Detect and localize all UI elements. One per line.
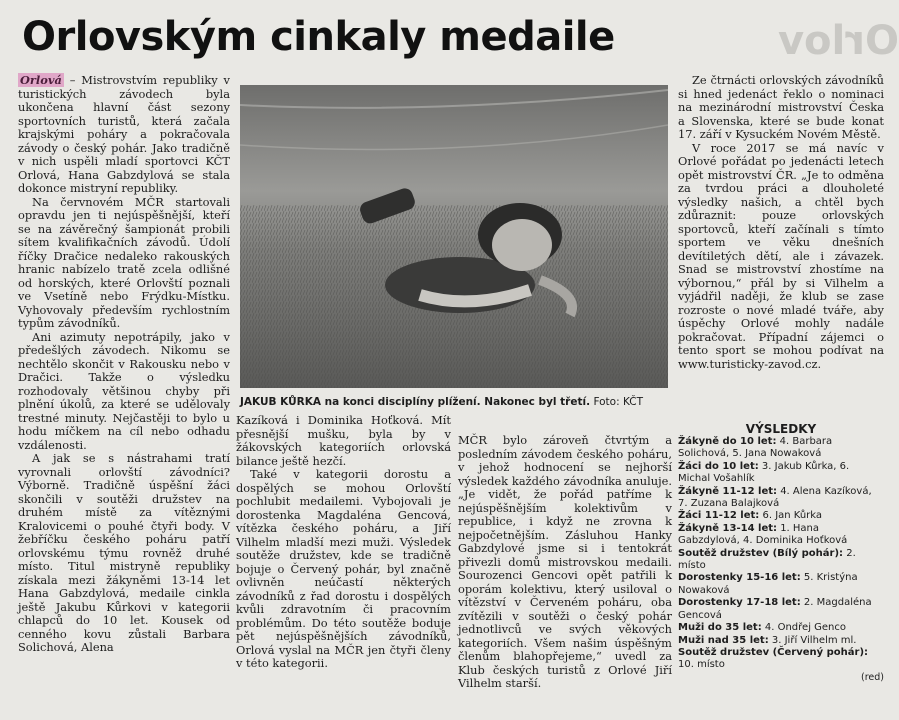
article-photo: [240, 85, 668, 388]
result-row: [678, 436, 884, 461]
result-category: Žáci do 10 let:: [678, 460, 759, 472]
article-column-2: [236, 414, 451, 671]
result-row: [678, 597, 884, 622]
result-row: [678, 486, 884, 511]
result-row: [678, 622, 884, 634]
paragraph: Na červnovém MČR startovali opravdu jen ti nejúspěšnější, kteří se na závěrečný šampionát probili sítem kvalifikačních závodů. Údolí říčky Dračice nedaleko rakouských hranic nabízelo tratě zcela odlišné od horských, které Orlovští poznali ve Vsetíně nebo Frýdku-Místku. Vyhovovaly především rychlostním typům závodníků.: [18, 194, 230, 330]
result-category: Soutěž družstev (Bílý pohár):: [678, 547, 844, 559]
paragraph: Také v kategorii dorostu a dospělých se mohou Orlovští pochlubit medailemi. Vybojovali je dorostenka Magdaléna Gencová, vítězka českého poháru, a Jiří Vilhelm mladší mezi muži. Výsledek soutěže družstev, kde se tradičně bojuje o Červený pohár, byl značně ovlivněn neúčastí některých závodníků z řad dorostu i dospělých kvůli zdravotním či pracovním problémům. Do této soutěže boduje pět nejúspěšnějších závodníků, Orlová vyslal na MČR jen čtyři členy v této kategorii.: [236, 467, 451, 670]
paragraph: Ani azimuty nepotrápily, jako v předešlých závodech. Nikomu se nechtělo skončit v Rakousku nebo v Dračici. Takže o výsledku rozhodovaly většinou chyby při plnění úkolů, za které se udělovaly trestné minuty. Nejčastěji to bylo u hodu míčkem na cíl nebo odhadu vzdálenosti.: [18, 329, 230, 452]
article-column-4: [678, 74, 884, 371]
result-value: 4. Alena Kazíková, 7. Zuzana Balajková: [678, 485, 872, 510]
result-row: [678, 461, 884, 486]
caption-name: JAKUB KŮRKA: [240, 396, 321, 408]
caption-text: na konci disciplíny plížení. Nakonec byl třetí.: [321, 396, 591, 408]
paragraph: MČR bylo zároveň čtvrtým a posledním závodem českého poháru, v jehož hodnocení se nejhorší výsledek každého závodníka anuluje. „Je vidět, že pořád patříme k nejúspěšnějším kolektivům v republice, i když ne zrovna k nejpočetnějším. Zásluhou Hanky Gabzdylové jsme si i tentokrát přivezli domů mistrovskou medaili. Sourozenci Gencovi opět patřili k oporám kolektivu, který usiloval o vítězství v Červeném poháru, oba zvítězili v soutěži o český pohár jednotlivců ve svých věkových kategoriích. Všem našim úspěšným členům blahopřejeme,“ uvedl za Klub českých turistů z Orlové Jiří Vilhelm starší.: [458, 433, 672, 690]
bleed-through-text: Orlov: [778, 18, 899, 64]
result-value: 1. Hana Gabzdylová, 4. Dominika Hoťková: [678, 522, 848, 547]
paragraph: V roce 2017 se má navíc v Orlové pořádat po jedenácti letech opět mistrovství ČR. „Je to odměna za tvrdou práci a dlouholeté výsledky našich, a chtěl bych zdůraznit: pouze orlovských sportovců, kteří začínali s tímto sportem ve věku dnešních devítiletých dětí, ale i závazek. Snad se mistrovství zhostíme na výbornou,“ přál by si Vilhelm a vyjádřil naději, že klub se zase rozroste o nové mladé tváře, aby úspěchy Orlové mohly nadále pokračovat. Případní zájemci o tento sport se mohou podívat na www.turisticky-zavod.cz.: [678, 140, 884, 371]
result-value: 2. Magdaléna Gencová: [678, 597, 872, 621]
result-row: [678, 510, 884, 522]
result-value: 4. Barbara Solichová, 5. Jana Nowaková: [678, 436, 833, 460]
result-row: [678, 647, 884, 672]
author-signature: (red): [861, 671, 884, 683]
article-column-3: [458, 434, 672, 691]
result-value: 2. místo: [678, 547, 856, 572]
result-category: Dorostenky 15-16 let:: [678, 572, 801, 584]
result-value: 10. místo: [678, 659, 725, 671]
photo-caption: [240, 396, 680, 409]
result-value: 5. Kristýna Nowaková: [678, 572, 858, 596]
result-row: [678, 523, 884, 548]
result-category: Žákyně do 10 let:: [678, 436, 777, 447]
paragraph: Kazíková i Dominika Hoťková. Mít přesnější mušku, byla by v žákovských kategoriích orlovská bilance ještě hezčí.: [236, 413, 451, 468]
paragraph: A jak se s nástrahami tratí vyrovnali orlovští závodníci? Výborně. Tradičně úspěšní žáci skončili v soutěži družstev na druhém místě za vítěznými Kralovicemi o pouhé čtyři body. V žebříčku českého poháru patří orlovskému týmu rovněž druhé místo. Titul mistryně republiky získala mezi žákyněmi 13-14 let Hana Gabzdylová, medaile cinkla ještě Jakubu Kůrkovi v kategorii chlapců do 10 let. Kousek od cenného kovu zůstali Barbara Solichová, Alena: [18, 451, 230, 654]
result-value: 4. Ondřej Genco: [761, 622, 847, 634]
result-category: Muži nad 35 let:: [678, 634, 769, 646]
result-row: [678, 572, 884, 597]
paragraph: [18, 74, 230, 196]
results-list: [678, 436, 884, 684]
paragraph-text: – Mistrovstvím republiky v turistických závodech byla ukončena hlavní část sezony sportovních turistů, která začala krajskými poháry a pokračovala závody o český pohár. Jako tradičně v nich uspěli mladí sportovci KČT Orlová, Hana Gabzdylová se stala dokonce mistryní republiky.: [18, 73, 230, 195]
results-title: VÝSLEDKY: [745, 422, 817, 436]
result-category: Žáci 11-12 let:: [678, 510, 760, 522]
result-category: Dorostenky 17-18 let:: [678, 597, 801, 609]
result-value: 3. Jiří Vilhelm ml.: [768, 634, 857, 646]
photo-credit: Foto: KČT: [593, 396, 643, 408]
paragraph: Ze čtrnácti orlovských závodníků si hned jedenáct řeklo o nominaci na mezinárodní mistrovství Česka a Slovenska, které se bude konat 17. září v Kysuckém Novém Městě.: [678, 73, 884, 141]
result-row: [678, 635, 884, 647]
boy-crawling-on-grass-image: [240, 85, 668, 388]
result-category: Soutěž družstev (Červený pohár):: [678, 646, 869, 658]
result-value: 3. Jakub Kůrka, 6. Michal Vošahlík: [678, 460, 850, 485]
article-column-1: [18, 74, 230, 655]
result-category: Žákyně 11-12 let:: [678, 485, 778, 497]
dateline-city: Orlová: [20, 73, 62, 87]
result-value: 6. Jan Kůrka: [759, 510, 823, 522]
result-row: [678, 548, 884, 573]
result-category: Žákyně 13-14 let:: [678, 522, 778, 534]
result-category: Muži do 35 let:: [678, 622, 762, 634]
headline: Orlovským cinkaly medaile: [22, 14, 615, 60]
